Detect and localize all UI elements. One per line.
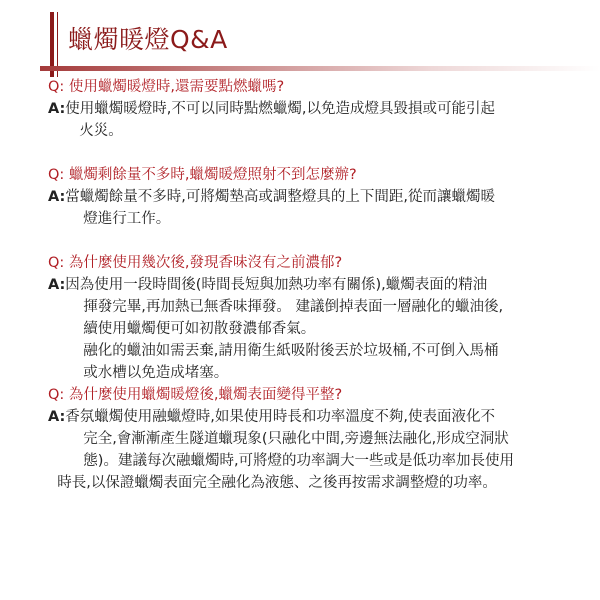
answer-line: 完全,會漸漸產生隧道蠟現象(只融化中間,旁邊無法融化,形成空洞狀 bbox=[83, 431, 509, 447]
header-divider bbox=[40, 66, 600, 71]
answer bbox=[48, 274, 578, 384]
answer-line: 香氛蠟燭使用融蠟燈時,如果使用時長和功率溫度不夠,使表面液化不 bbox=[65, 409, 496, 425]
answer-label: A: bbox=[48, 189, 66, 205]
answer-label: A: bbox=[48, 409, 66, 425]
qa-item bbox=[48, 164, 578, 230]
answer-line: 態)。建議每次融蠟燭時,可將燈的功率調大一些或是低功率加長使用 bbox=[83, 453, 515, 469]
question: Q: 為什麼使用幾次後,發現香味沒有之前濃郁? bbox=[48, 255, 343, 271]
answer-text bbox=[57, 406, 578, 494]
question: Q: 蠟燭剩餘量不多時,蠟燭暖燈照射不到怎麼辦? bbox=[48, 167, 357, 183]
answer-line: 燈進行工作。 bbox=[83, 211, 171, 227]
qa-item bbox=[48, 252, 578, 384]
answer-line: 融化的蠟油如需丟棄,請用衛生紙吸附後丟於垃圾桶,不可倒入馬桶 bbox=[83, 343, 499, 359]
qa-item bbox=[48, 76, 578, 142]
qa-list bbox=[48, 76, 578, 494]
question: Q: 為什麼使用蠟燭暖燈後,蠟燭表面變得平整? bbox=[48, 387, 343, 403]
answer-line: 火災。 bbox=[79, 123, 123, 139]
answer-text bbox=[65, 274, 578, 384]
answer-line: 揮發完畢,再加熱已無香味揮發。 建議倒掉表面一層融化的蠟油後, bbox=[83, 299, 504, 315]
answer-line: 續使用蠟燭便可如初散發濃郁香氣。 bbox=[83, 321, 316, 337]
answer bbox=[48, 186, 578, 230]
answer-line: 因為使用一段時間後(時間長短與加熱功率有關係),蠟燭表面的精油 bbox=[65, 277, 488, 293]
question: Q: 使用蠟燭暖燈時,還需要點燃蠟嗎? bbox=[48, 79, 285, 95]
answer-text bbox=[65, 186, 578, 230]
answer-line: 或水槽以免造成堵塞。 bbox=[83, 365, 229, 381]
answer-line: 時長,以保證蠟燭表面完全融化為液態、之後再按需求調整燈的功率。 bbox=[57, 475, 497, 491]
answer-line: 當蠟燭餘量不多時,可將燭墊高或調整燈具的上下間距,從而讓蠟燭暖 bbox=[65, 189, 496, 205]
qa-item bbox=[48, 384, 578, 494]
answer-line: 使用蠟燭暖燈時,不可以同時點燃蠟燭,以免造成燈具毀損或可能引起 bbox=[65, 101, 496, 117]
answer-text bbox=[65, 98, 578, 142]
answer bbox=[48, 406, 578, 494]
page-title: 蠟燭暖燈Q&A bbox=[68, 25, 228, 54]
answer-label: A: bbox=[48, 101, 66, 117]
answer bbox=[48, 98, 578, 142]
answer-label: A: bbox=[48, 277, 66, 293]
